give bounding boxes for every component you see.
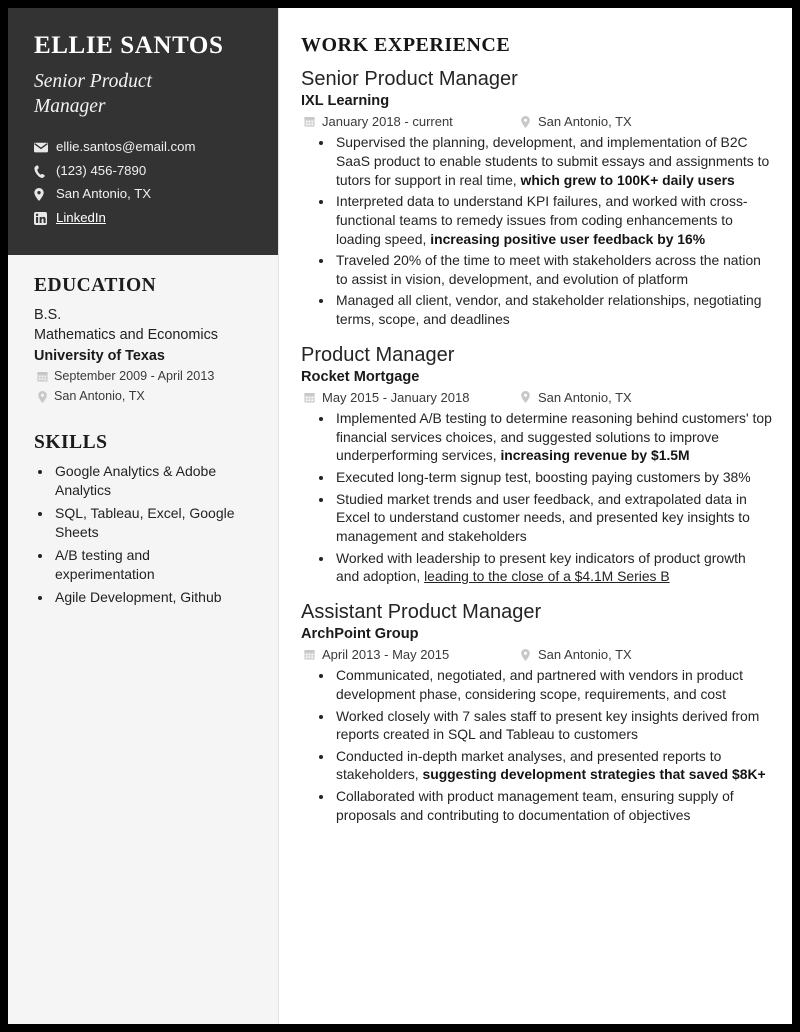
candidate-name: ELLIE SANTOS [34,32,224,59]
job-bullet: • Managed all client, vendor, and stakeholder relationships, negotiating terms, scope, and deadlines [334,291,772,328]
job-bullet: • Collaborated with product management team, ensuring supply of proposals and contributing to documentation of objectives [334,787,772,824]
job-dates-cell [301,388,517,408]
job-bullet: • Conducted in-depth market analyses, and presented reports to stakeholders, suggesting development strategies that saved $8K+ [334,747,772,784]
job-bullet: • Supervised the planning, development, and implementation of B2C SaaS product to enable students to submit essays and assignments to tutors for support in real time, which grew to 100K+ daily users [334,133,772,189]
job-meta-row [301,645,772,665]
job-bullet: • Traveled 20% of the time to meet with stakeholders across the nation to assist in vision, development, and evolution of platform [334,251,772,288]
location-pin-icon-light [517,649,533,661]
contact-value: (123) 456-7890 [56,162,147,178]
skill-item: • Google Analytics & Adobe Analytics [53,462,252,500]
contact-item[interactable] [34,209,252,228]
education-field: Mathematics and Economics [34,327,218,344]
job-entry [301,600,772,824]
education-degree: B.S. [34,306,62,323]
job-meta-row [301,112,772,132]
contact-item [34,162,252,181]
location-pin-icon [34,391,50,403]
job-entry [301,343,772,586]
education-heading: EDUCATION [34,274,157,296]
education-school: University of Texas [34,347,165,364]
skill-item: • SQL, Tableau, Excel, Google Sheets [53,504,252,542]
linkedin-icon [34,212,52,225]
job-bullet: • Executed long-term signup test, boosting paying customers by 38% [334,468,772,487]
contact-link-label[interactable]: LinkedIn [56,210,106,226]
skills-heading: SKILLS [34,431,108,453]
bullet-highlight: increasing revenue by $1.5M [500,447,690,464]
job-role: Assistant Product Manager [301,600,542,623]
skills-section [34,432,252,607]
job-dates: January 2018 - current [322,113,453,129]
job-dates: April 2013 - May 2015 [322,646,450,662]
job-bullet: • Interpreted data to understand KPI failures, and worked with cross-functional teams to remedy issues from coding enhancements to loading speed, increasing positive user feedback by 16% [334,192,772,248]
job-bullets [301,409,772,586]
calendar-icon [301,116,317,127]
work-experience-heading: WORK EXPERIENCE [301,34,511,56]
contact-item [34,138,252,157]
sidebar-body [8,255,278,607]
job-company: Rocket Mortgage [301,368,420,385]
main-column [279,8,792,1024]
sidebar-header [8,8,278,255]
job-bullet: • Communicated, negotiated, and partnered with vendors in product development phase, considering scope, requirements, and cost [334,666,772,703]
skills-list [34,462,252,607]
job-bullet: • Worked closely with 7 sales staff to present key insights derived from reports created in SQL and Tableau to customers [334,707,772,744]
job-role: Senior Product Manager [301,68,518,90]
work-experience-list [301,67,772,824]
job-dates: May 2015 - January 2018 [322,389,470,405]
skill-item: • Agile Development, Github [53,588,252,607]
contact-value: San Antonio, TX [56,186,152,202]
envelope-icon [34,142,52,153]
contact-item [34,185,252,204]
contact-list [34,138,252,228]
bullet-highlight: which grew to 100K+ daily users [520,171,735,188]
job-company: ArchPoint Group [301,625,419,642]
resume-document [8,8,792,1024]
education-dates-row [34,367,252,386]
calendar-icon [301,392,317,403]
job-location-cell [517,388,632,408]
job-company: IXL Learning [301,93,390,109]
education-location: San Antonio, TX [54,389,145,404]
calendar-icon [34,371,50,382]
bullet-underline: leading to the close of a $4.1M Series B [424,568,670,585]
job-location: San Antonio, TX [538,389,632,405]
job-bullets [301,133,772,328]
location-pin-icon [34,188,52,201]
job-role: Product Manager [301,343,455,366]
calendar-icon [301,649,317,660]
bullet-highlight: increasing positive user feedback by 16% [430,230,706,247]
job-dates-cell [301,645,517,665]
job-location-cell [517,645,632,665]
bullet-highlight: suggesting development strategies that saved $8K+ [422,766,766,783]
phone-icon [34,165,52,178]
job-dates-cell [301,112,517,132]
job-entry [301,67,772,329]
job-location: San Antonio, TX [538,646,632,662]
skill-item: • A/B testing and experimentation [53,546,252,584]
education-section [34,275,252,406]
job-bullets [301,666,772,824]
sidebar [8,8,279,1024]
location-pin-icon-light [517,391,533,403]
job-meta-row [301,388,772,408]
education-location-row [34,387,252,406]
job-bullet: • Worked with leadership to present key indicators of product growth and adoption, leading to the close of a $4.1M Series B [334,549,772,586]
education-dates: September 2009 - April 2013 [54,369,215,384]
job-location-cell [517,112,632,132]
job-bullet: • Implemented A/B testing to determine reasoning behind customers' top financial services choices, and suggested solutions to improve underperforming services, increasing revenue by $1.5M [334,409,772,465]
job-location: San Antonio, TX [538,113,632,129]
location-pin-icon-light [517,116,533,128]
candidate-title: Senior Product Manager [34,71,152,117]
contact-value: ellie.santos@email.com [56,138,196,154]
job-bullet: • Studied market trends and user feedback, and extrapolated data in Excel to understand customer needs, and presented key insights to management and stakeholders [334,490,772,546]
